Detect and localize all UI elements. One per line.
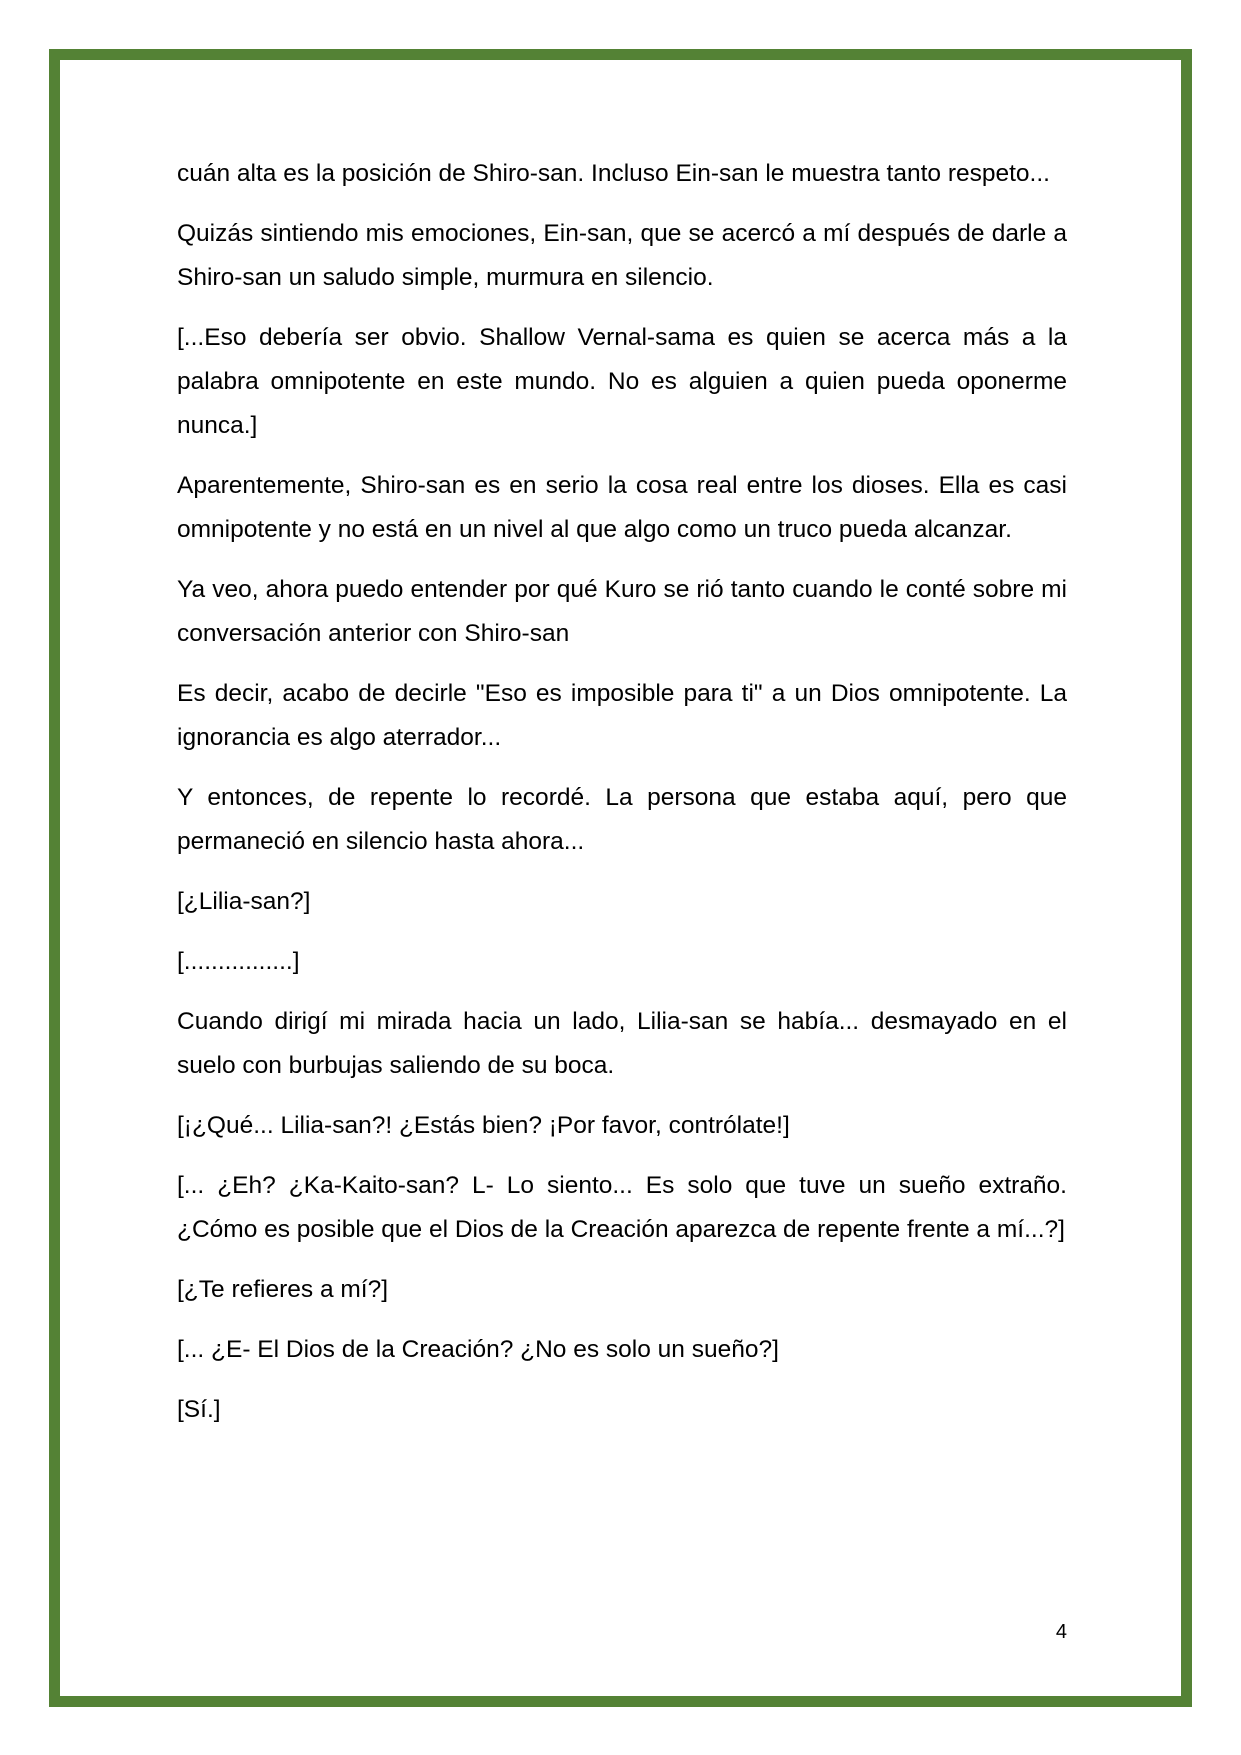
paragraph: [................] [177, 948, 300, 975]
paragraph: [Sí.] [177, 1396, 221, 1423]
paragraph: Y entonces, de repente lo recordé. La persona que estaba aquí, pero que permaneció en silencio hasta ahora... [177, 784, 1067, 855]
paragraph: [...Eso debería ser obvio. Shallow Vernal-sama es quien se acerca más a la palabra omnipotente en este mundo. No es alguien a quien pueda oponerme nunca.] [177, 324, 1067, 439]
paragraph: Ya veo, ahora puedo entender por qué Kuro se rió tanto cuando le conté sobre mi conversación anterior con Shiro-san [177, 576, 1067, 647]
paragraph: Aparentemente, Shiro-san es en serio la cosa real entre los dioses. Ella es casi omnipotente y no está en un nivel al que algo como un truco pueda alcanzar. [177, 472, 1067, 543]
paragraph: Quizás sintiendo mis emociones, Ein-san, que se acercó a mí después de darle a Shiro-san un saludo simple, murmura en silencio. [177, 220, 1067, 291]
paragraph: [... ¿E- El Dios de la Creación? ¿No es solo un sueño?] [177, 1336, 779, 1363]
paragraph: [... ¿Eh? ¿Ka-Kaito-san? L- Lo siento... Es solo que tuve un sueño extraño. ¿Cómo es posible que el Dios de la Creación aparezca de repente frente a mí...?] [177, 1172, 1067, 1243]
page-number: 4 [1055, 1621, 1067, 1643]
paragraph: Cuando dirigí mi mirada hacia un lado, Lilia-san se había... desmayado en el suelo con burbujas saliendo de su boca. [177, 1008, 1067, 1079]
paragraph: [¿Lilia-san?] [177, 888, 311, 915]
paragraph: [¡¿Qué... Lilia-san?! ¿Estás bien? ¡Por favor, contrólate!] [177, 1112, 790, 1139]
page-body [177, 152, 1067, 1448]
paragraph: Es decir, acabo de decirle "Eso es imposible para ti" a un Dios omnipotente. La ignorancia es algo aterrador... [177, 680, 1067, 751]
paragraph: cuán alta es la posición de Shiro-san. Incluso Ein-san le muestra tanto respeto... [177, 160, 1050, 187]
paragraph: [¿Te refieres a mí?] [177, 1276, 389, 1303]
